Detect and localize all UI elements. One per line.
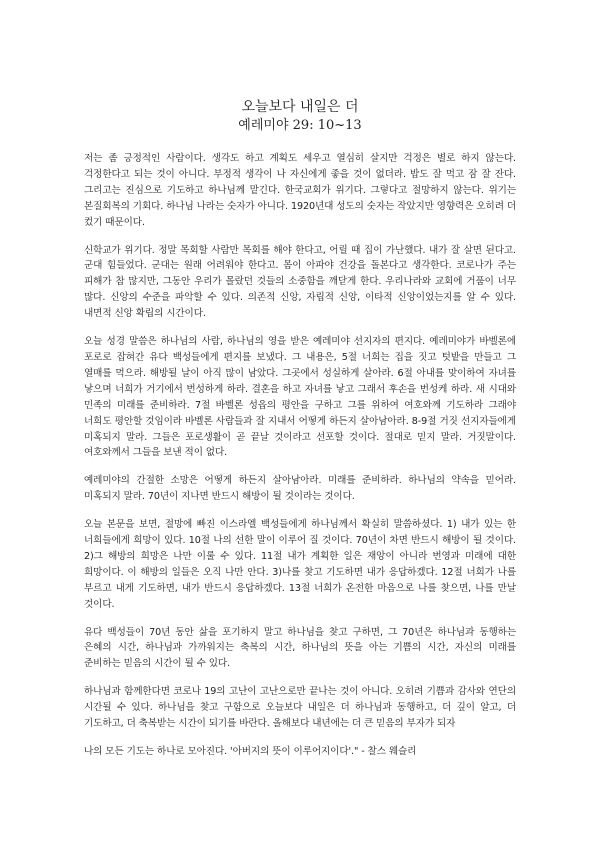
paragraph-6: 유다 백성들이 70년 동안 삶을 포기하지 말고 하나님을 찾고 구하면, 그 70년은 하나님과 동행하는 은혜의 시간, 하나님과 가까워지는 축복의 시간, 하나님의 뜻을 아는 기쁨의 시간, 자신의 미래를 준비하는 믿음의 시간이 될 수 있다. [84, 626, 516, 670]
paragraph-1: 저는 좀 긍정적인 사람이다. 생각도 하고 계획도 세우고 열심히 살지만 걱정은 별로 하지 않는다. 걱정한다고 되는 것이 아니다. 부정적 생각이 나 자신에게 좋을 것이 없더라. 밥도 잘 먹고 잠 잘 잔다. 그리고는 진심으로 기도하고 하나님께 맡긴다. 한국교회가 위기다. 그렇다고 절망하지 않는다. 위기는 본질회복의 기회다. 하나님 나라는 숫자가 아니다. 1920년대 성도의 숫자는 작았지만 영향력은 오히려 더 컸기 때문이다. [84, 153, 517, 228]
closing-quote: 나의 모든 기도는 하나로 모아진다. '아버지의 뜻이 이루어지이다'." - 찰스 웨슬리 [84, 746, 417, 757]
paragraph-5: 오늘 본문을 보면, 절망에 빠진 이스라엘 백성들에게 하나님께서 확실히 말씀하셨다. 1) 내가 있는 한 너희들에게 희망이 있다. 10절 나의 선한 말이 이루어 질 것이다. 70년이 차면 반드시 해방이 될 것이다. 2)그 해방의 희망은 나만 이룰 수 있다. 11절 내가 계획한 일은 재앙이 아니라 번영과 미래에 대한 희망이다. 이 해방의 일들은 오직 나만 안다. 3)나를 찾고 기도하면 내가 응답하겠다. 12절 너희가 나를 부르고 내게 기도하면, 내가 반드시 응답하겠다. 13절 너희가 온전한 마음으로 나를 찾으면, 나를 만날 것이다. [84, 519, 516, 610]
paragraph-3: 오늘 성경 말씀은 하나님의 사람, 하나님의 영을 받은 예레미야 선지자의 편지다. 예레미야가 바벨론에 포로로 잡혀간 유다 백성들에게 편지를 보냈다. 그 내용은, 5절 너희는 집을 짓고 텃밭을 만들고 그 열매를 먹으라. 해방될 날이 아직 많이 남았다. 그곳에서 성실하게 살아라. 6절 아내를 맞이하여 자녀를 낳으며 너희가 거기에서 번성하게 하라. 결혼을 하고 자녀를 낳고 그래서 후손을 번성케 하라. 새 시대와 민족의 미래를 준비하라. 7절 바벨론 성읍의 평안을 구하고 그를 위하여 여호와께 기도하라 그래야 너희도 평안할 것임이라 바벨론 사람들과 잘 지내서 어떻게 하든지 살아남아라. 8-9절 거짓 선지자들에게 미혹되지 말라. 그들은 포로생활이 곧 끝날 것이라고 선포할 것이다. 절대로 믿지 말라. 거짓말이다. 여호와께서 그들을 보낸 적이 없다. [84, 336, 516, 459]
document-title: 오늘보다 내일은 더 [241, 99, 359, 115]
paragraph-7: 하나님과 함께한다면 코로나 19의 고난이 고난으로만 끝나는 것이 아니다. 오히려 기쁨과 감사와 연단의 시간될 수 있다. 하나님을 찾고 구함으로 오늘보다 내일은 더 하나님과 동행하고, 더 깊이 알고, 더 기도하고, 더 축복받는 시간이 되기를 바란다. 올해보다 내년에는 더 큰 믿음의 부자가 되자 [84, 686, 516, 730]
scripture-reference: 예레미야 29: 10~13 [238, 118, 362, 133]
paragraph-4: 예레미야의 간절한 소망은 어떻게 하든지 살아남아라. 미래를 준비하라. 하나님의 약속을 믿어라. 미혹되지 말라. 70년이 지나면 반드시 해방이 될 것이라는 것이다. [84, 475, 516, 503]
paragraph-2: 신학교가 위기다. 정말 목회할 사람만 목회를 해야 한다고, 어릴 때 집이 가난했다. 내가 잘 살면 된다고. 군대 힘들었다. 군대는 원래 어려워야 한다고. 몸이 아파야 건강을 돌본다고 생각한다. 코로나가 주는 피해가 참 많지만, 그동안 우리가 몰랐던 것들의 소중함을 깨닫게 한다. 우리나라와 교회에 거품이 너무 많다. 신앙의 수준을 파악할 수 있다. 의존적 신앙, 자립적 신앙, 이타적 신앙이었는지를 알 수 있다. 내면적 신앙 확립의 시간이다. [84, 244, 516, 320]
